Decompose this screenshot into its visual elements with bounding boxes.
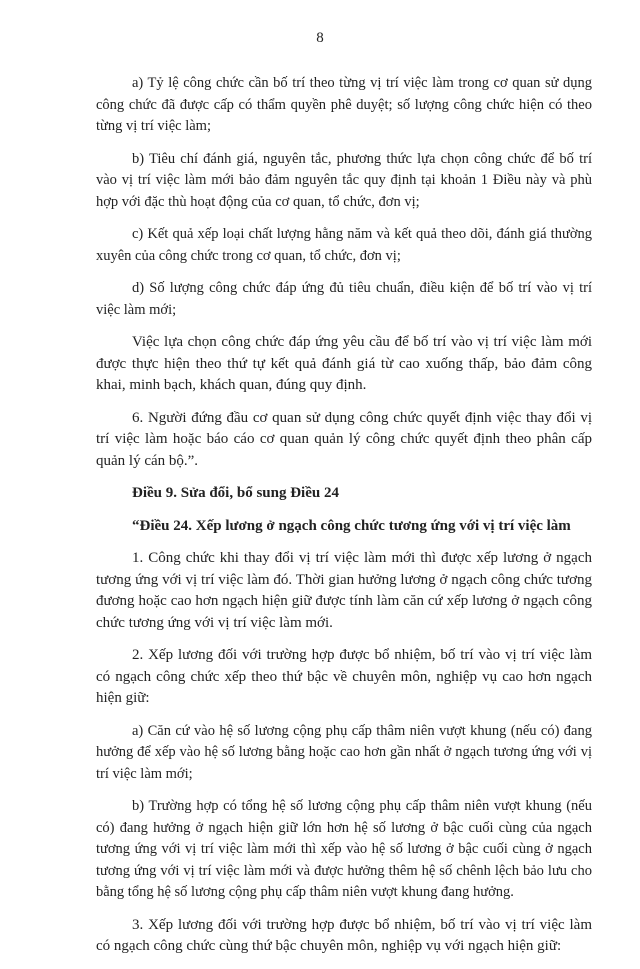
document-body (96, 73, 592, 969)
sub-clause-paragraph: a) Tỷ lệ công chức cần bố trí theo từng vị trí việc làm trong cơ quan sử dụng công chức đã được cấp có thẩm quyền phê duyệt; số lượng công chức hiện có theo từng vị trí việc làm; (96, 75, 592, 134)
sub-clause-paragraph: b) Trường hợp có tổng hệ số lương cộng phụ cấp thâm niên vượt khung (nếu có) đang hưởng ở ngạch hiện giữ lớn hơn hệ số lương ở bậc cuối cùng của ngạch tương ứng với vị trí việc làm mới thì xếp vào hệ số lương ở bậc cuối cùng ở ngạch tương ứng với vị trí việc làm mới và được hưởng thêm hệ số chênh lệch bảo lưu cho bằng tổng hệ số lương cộng phụ cấp thâm niên vượt khung đang hưởng. (96, 798, 592, 900)
body-paragraph: 3. Xếp lương đối với trường hợp được bổ nhiệm, bố trí vào vị trí việc làm có ngạch công chức cùng thứ bậc chuyên môn, nghiệp vụ với ngạch hiện giữ: (96, 916, 592, 954)
body-paragraph: 2. Xếp lương đối với trường hợp được bổ nhiệm, bố trí vào vị trí việc làm có ngạch công chức xếp theo thứ bậc về chuyên môn, nghiệp vụ cao hơn ngạch hiện giữ: (96, 647, 592, 706)
sub-clause-paragraph: a) Căn cứ vào hệ số lương cộng phụ cấp thâm niên vượt khung (nếu có) đang hưởng để xếp vào hệ số lương bằng hoặc cao hơn gần nhất ở ngạch tương ứng với vị trí việc làm mới; (96, 722, 592, 782)
section-heading: Điều 9. Sửa đổi, bổ sung Điều 24 (132, 485, 339, 501)
page-number: 8 (316, 30, 324, 46)
sub-clause-paragraph: b) Tiêu chí đánh giá, nguyên tắc, phương thức lựa chọn công chức để bố trí vào vị trí việc làm mới bảo đảm nguyên tắc quy định tại khoản 1 Điều này và phù hợp với đặc thù hoạt động của cơ quan, tổ chức, đơn vị; (96, 150, 592, 210)
sub-clause-paragraph: c) Kết quả xếp loại chất lượng hằng năm và kết quả theo dõi, đánh giá thường xuyên của công chức trong cơ quan, tổ chức, đơn vị; (96, 226, 592, 264)
sub-clause-paragraph: d) Số lượng công chức đáp ứng đủ tiêu chuẩn, điều kiện để bố trí vào vị trí việc làm mới; (96, 280, 592, 318)
body-paragraph: Việc lựa chọn công chức đáp ứng yêu cầu để bố trí vào vị trí việc làm mới được thực hiện theo thứ tự kết quả đánh giá từ cao xuống thấp, bảo đảm công khai, minh bạch, khách quan, đúng quy định. (96, 334, 592, 393)
section-heading: “Điều 24. Xếp lương ở ngạch công chức tương ứng với vị trí việc làm (132, 517, 571, 534)
body-paragraph: 6. Người đứng đầu cơ quan sử dụng công chức quyết định việc thay đổi vị trí việc làm hoặc báo cáo cơ quan quản lý công chức quyết định theo phân cấp quản lý cán bộ.”. (96, 409, 592, 469)
body-paragraph: 1. Công chức khi thay đổi vị trí việc làm mới thì được xếp lương ở ngạch tương ứng với vị trí việc làm đó. Thời gian hưởng lương ở ngạch công chức tương đương hoặc cao hơn ngạch hiện giữ được tính làm căn cứ xếp lương ở ngạch công chức tương ứng với vị trí việc làm mới. (96, 550, 592, 631)
